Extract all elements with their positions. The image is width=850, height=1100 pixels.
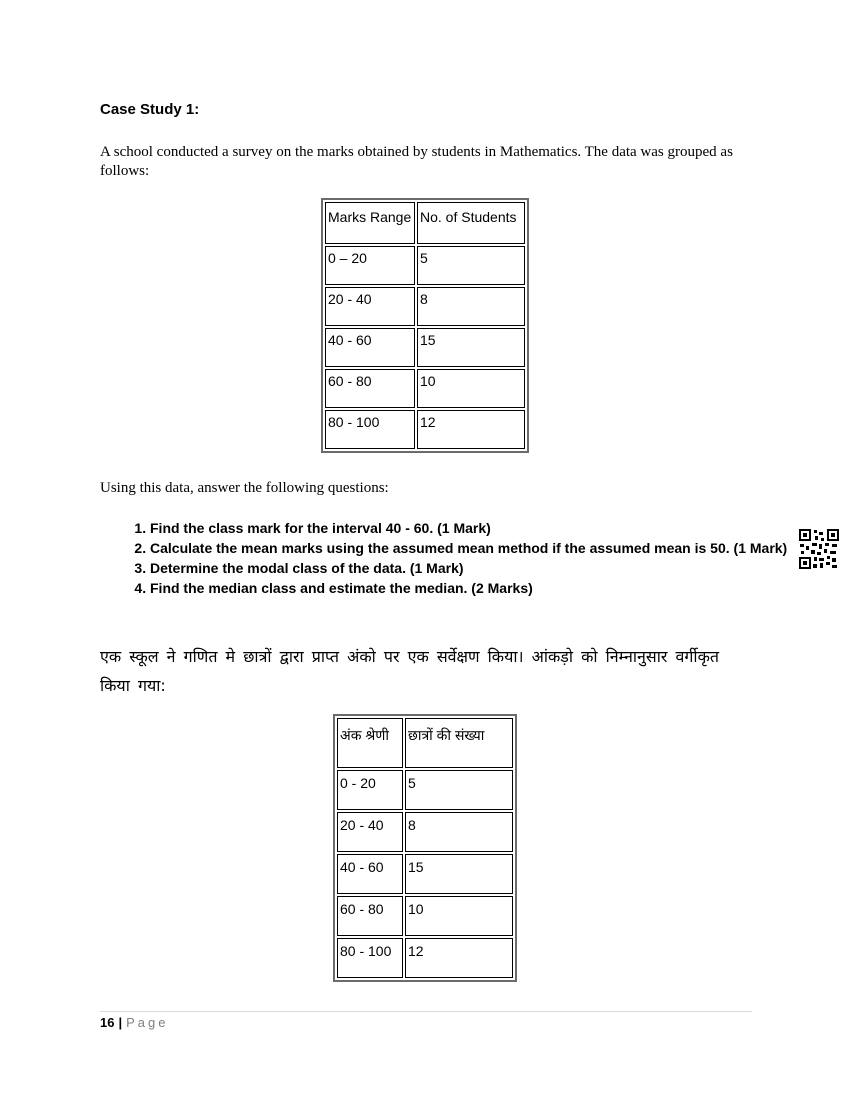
marks-table-english <box>321 198 529 453</box>
table-header-row <box>337 718 513 768</box>
marks-range-cell: 40 - 60 <box>325 328 415 367</box>
table-header-row <box>325 202 525 244</box>
marks-range-cell: 60 - 80 <box>337 896 403 936</box>
marks-range-cell: 60 - 80 <box>325 369 415 408</box>
student-count-cell: 5 <box>405 770 513 810</box>
table-row <box>337 854 513 894</box>
page-number: 16 <box>100 1015 115 1030</box>
hindi-intro-paragraph: एक स्कूल ने गणित मे छात्रों द्वारा प्राप्त अंको पर एक सर्वेक्षण किया। आंकड़ो को निम्नानुसार वर्गीकृत किया गया: <box>100 647 719 695</box>
page-footer <box>100 1015 168 1030</box>
student-count-cell: 8 <box>417 287 525 326</box>
qr-code-icon <box>799 529 839 569</box>
marks-range-cell: 80 - 100 <box>325 410 415 449</box>
question-item: 1. Find the class mark for the interval 40 - 60. (1 Mark) <box>150 518 810 538</box>
student-count-cell: 12 <box>417 410 525 449</box>
table-row <box>337 812 513 852</box>
marks-range-cell: 20 - 40 <box>325 287 415 326</box>
table-row <box>337 896 513 936</box>
marks-range-cell: 80 - 100 <box>337 938 403 978</box>
intro-paragraph: A school conducted a survey on the marks obtained by students in Mathematics. The data was grouped as follows: <box>100 144 733 179</box>
table-row <box>337 770 513 810</box>
table-row <box>325 328 525 367</box>
question-item: 3. Determine the modal class of the data. (1 Mark) <box>150 558 810 578</box>
table-row <box>325 369 525 408</box>
student-count-cell: 12 <box>405 938 513 978</box>
header-marks-range: Marks Range <box>325 202 415 244</box>
questions-list <box>100 518 810 598</box>
header-marks-range-hindi: अंक श्रेणी <box>337 718 403 768</box>
footer-divider <box>100 1011 752 1012</box>
marks-table-hindi <box>333 714 517 982</box>
question-item: 4. Find the median class and estimate the median. (2 Marks) <box>150 578 810 598</box>
table-row <box>325 246 525 285</box>
header-no-of-students: No. of Students <box>417 202 525 244</box>
marks-range-cell: 20 - 40 <box>337 812 403 852</box>
footer-separator: | <box>118 1015 123 1030</box>
table-row <box>325 410 525 449</box>
marks-range-cell: 0 - 20 <box>337 770 403 810</box>
case-study-heading: Case Study 1: <box>100 101 200 118</box>
marks-range-cell: 0 – 20 <box>325 246 415 285</box>
student-count-cell: 10 <box>405 896 513 936</box>
student-count-cell: 8 <box>405 812 513 852</box>
student-count-cell: 15 <box>417 328 525 367</box>
student-count-cell: 5 <box>417 246 525 285</box>
instruction-text: Using this data, answer the following questions: <box>100 480 389 496</box>
question-item: 2. Calculate the mean marks using the assumed mean method if the assumed mean is 50. (1 Mark) <box>150 538 810 558</box>
student-count-cell: 10 <box>417 369 525 408</box>
page-label: Page <box>126 1015 169 1030</box>
marks-range-cell: 40 - 60 <box>337 854 403 894</box>
student-count-cell: 15 <box>405 854 513 894</box>
header-no-of-students-hindi: छात्रों की संख्या <box>405 718 513 768</box>
table-row <box>337 938 513 978</box>
table-row <box>325 287 525 326</box>
